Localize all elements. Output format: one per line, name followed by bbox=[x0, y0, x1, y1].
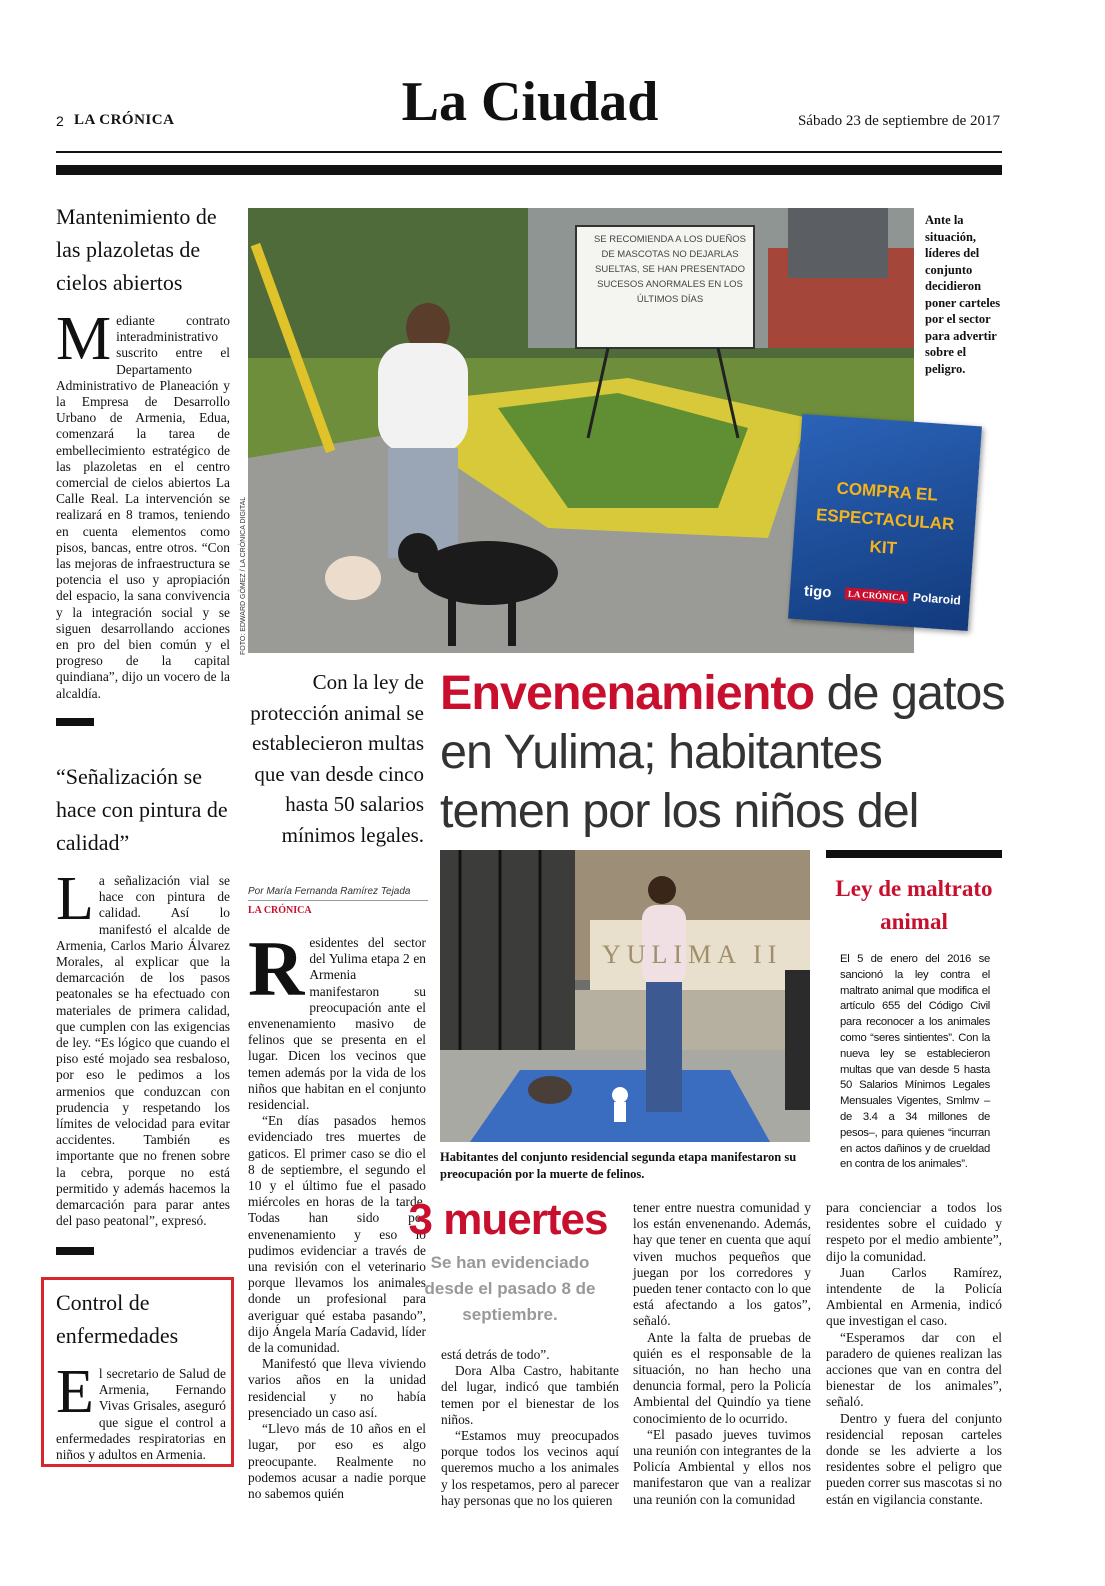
byline-author: Por María Fernanda Ramírez Tejada bbox=[248, 886, 411, 897]
drop-cap: R bbox=[248, 925, 305, 1012]
byline-rule bbox=[248, 900, 428, 901]
article-paragraph: Ante la falta de pruebas de quién es el responsable de la situación, no han hecho una denuncia formal, pero la Policía Ambiental del Quindío ya tiene conocimiento de lo ocurrido. bbox=[633, 1329, 811, 1426]
second-photo bbox=[440, 850, 810, 1142]
article-paragraph: esidentes del sector del Yulima etapa 2 en Armenia manifestaron su preocupación ante el envenenamiento masivo de felinos que se presenta en el lugar. Dicen los vecinos que temen además por la vida de los niños que habitan en el conjunto residencial. bbox=[248, 935, 426, 1113]
article-paragraph: está detrás de todo”. bbox=[441, 1347, 550, 1362]
article-paragraph: “Llevo más de 10 años en el lugar, por eso es algo preocupante. Realmente no podemos acusar a nadie porque no sabemos quién bbox=[248, 1421, 426, 1501]
article-column-2 bbox=[441, 1347, 619, 1509]
article-paragraph: tener entre nuestra comunidad y los están envenenando. Además, hay que tener en cuenta que aquí viven muchos pequeños que juegan por los corredores y pueden tener contacto con lo que está afectando a los gatos”, señaló. bbox=[633, 1200, 811, 1329]
pullquote-text: Se han evidenciado desde el pasado 8 de septiembre. bbox=[424, 1253, 596, 1324]
law-box-rule bbox=[826, 850, 1002, 858]
article-paragraph: Dentro y fuera del conjunto residencial reposan carteles donde se les advierte a los residentes sobre el peligro que pueden correr sus mascotas si no están en vigilancia constante. bbox=[826, 1410, 1002, 1507]
law-box-title: Ley de maltrato animal bbox=[835, 876, 993, 934]
sidebar-article-signage bbox=[56, 760, 230, 1229]
article-body: ediante contrato interadministrativo suscrito entre el Departamento Administrativo de Planeación y la Empresa de Desarrollo Urbano de Armenia, Edua, comenzará la tarea de embellecimiento estratégico de las plazoletas en el centro comercial de cielos abiertos La Calle Real. La intervención se realizará en 8 tramos, teniendo en cuenta elementos como pisos, bancas, entre otros. “Con las mejoras de infraestructura se potencia el uso y apropiación del espacio, la sana convivencia y la integración social y se siguen desarrollando acciones en pro del bien común y el progreso de la capital quindiana”, dijo un vocero de la alcaldía. bbox=[56, 313, 230, 701]
sidebar-article-maintenance bbox=[56, 200, 230, 702]
article-paragraph: para concienciar a todos los residentes sobre el cuidado y respeto por el medio ambiente”, dijo la comunidad. bbox=[826, 1200, 1002, 1264]
sidebar-divider bbox=[56, 718, 94, 726]
article-paragraph: “Esperamos dar con el paradero de quienes realizan las acciones que van en contra del bienestar de los animales”, señaló. bbox=[826, 1329, 1002, 1410]
article-body: a señalización vial se hace con pintura de calidad. Así lo manifestó el alcalde de Armenia, Carlos Mario Álvarez Morales, al explicar que la demarcación de los pasos peatonales se ha efectuado con materiales de primera calidad, que cumplen con las exigencias de ley. “Es lógico que cuando el piso esté mojado sea resbaloso, por eso le pedimos a los armenios que conduzcan con prudencia y respetando los límites de velocidad para evitar accidentes. También es importante que no frenen sobre la cebra, porque no está permitido y además hacemos la demarcación para parar antes del paso peatonal”, expresó. bbox=[56, 873, 230, 1229]
article-column-4 bbox=[826, 1200, 1002, 1508]
second-photo-caption: Habitantes del conjunto residencial segunda etapa manifestaron su preocupación por la muerte de felinos. bbox=[440, 1150, 797, 1181]
sidebar-article-disease-control bbox=[56, 1286, 226, 1463]
issue-date: Sábado 23 de septiembre de 2017 bbox=[797, 113, 1000, 129]
article-paragraph: “Estamos muy preocupados porque todos los vecinos aquí queremos mucho a los animales y los respetamos, pero al parecer hay personas que no los quieren bbox=[441, 1428, 619, 1508]
photo-credit: FOTO: EDWARD GÓMEZ / LA CRÓNICA DIGITAL bbox=[240, 496, 247, 655]
article-paragraph: Manifestó que lleva viviendo varios años en la unidad residencial y no había presenciado un caso así. bbox=[248, 1356, 426, 1420]
headline-highlight: Envenenamiento bbox=[440, 666, 815, 720]
article-body: l secretario de Salud de Armenia, Fernando Vivas Grisales, aseguró que sigue el control a enfermedades respiratorias en niños y adultos en Armenia. bbox=[56, 1366, 226, 1463]
article-paragraph: Juan Carlos Ramírez, intendente de la Policía Ambiental en Armenia, indicó que investigan el caso. bbox=[826, 1264, 1002, 1329]
article-paragraph: Dora Alba Castro, habitante del lugar, indicó que también temen por el bienestar de los niños. bbox=[441, 1363, 619, 1427]
top-photo-caption: Ante la situación, líderes del conjunto decidieron poner carteles por el sector para advertir sobre el peligro. bbox=[925, 213, 1001, 376]
article-title: Control de enfermedades bbox=[56, 1290, 179, 1348]
article-paragraph: “En días pasados hemos evidenciado tres muertes de gaticos. El primer caso se dio el 8 de septiembre, el segundo el 10 y el último fue el pasado miércoles en horas de la tarde. Todas han sido por envenenamiento y eso lo pudimos evidenciar a través de una revisión con el veterinario porque llevamos los animales donde un profesional para averiguar qué estaba pasando”, dijo Ángela María Cadavid, líder de la comunidad. bbox=[248, 1113, 426, 1356]
article-title: “Señalización se hace con pintura de calidad” bbox=[56, 764, 228, 855]
header-rule-thick bbox=[56, 165, 1002, 175]
drop-cap: M bbox=[56, 305, 112, 373]
article-column-3 bbox=[633, 1200, 811, 1508]
article-paragraph: “El pasado jueves tuvimos una reunión con integrantes de la Policía Ambiental y ellos nos manifestaron que van a realizar una reunión con la comunidad bbox=[633, 1426, 811, 1507]
page-number: 2 bbox=[56, 113, 64, 129]
drop-cap: L bbox=[56, 865, 94, 933]
header-rule-thin bbox=[56, 151, 1002, 153]
ad-headline: COMPRA EL ESPECTACULAR KIT bbox=[815, 478, 955, 558]
promo-ad[interactable] bbox=[788, 414, 982, 631]
photo-sign-text: SE RECOMIENDA A LOS DUEÑOS DE MASCOTAS NO DEJARLAS SUELTAS, SE HAN PRESENTADO SUCESOS ANORMALES EN LOS ÚLTIMOS DÍAS bbox=[593, 234, 747, 305]
ad-brand-tigo: tigo bbox=[803, 582, 833, 602]
headline-text: de gatos en Yulima; habitantes temen por los niños del bbox=[440, 666, 1005, 838]
drop-cap: E bbox=[56, 1358, 94, 1426]
pullquote-number: 3 muertes bbox=[408, 1195, 608, 1244]
photo-sign-text: YULIMA II bbox=[602, 940, 783, 969]
ad-brand-lacronica: LA CRÓNICA bbox=[845, 587, 909, 603]
byline-publication: LA CRÓNICA bbox=[248, 905, 312, 916]
sidebar-divider bbox=[56, 1247, 94, 1255]
law-box-text: El 5 de enero del 2016 se sancionó la ley contra el maltrato animal que modifica el artículo 655 del Código Civil para reconocer a los animales como “seres sintientes”. Con la nueva ley se establecieron multas que van desde 5 hasta 50 Salarios Mínimos Legales Mensuales Vigentes, Smlmv –de 3.4 a 34 millones de pesos–, para quienes “incurran en actos dañinos y de crueldad en contra de los animales”. bbox=[840, 953, 990, 1171]
article-kicker: Con la ley de protección animal se establecieron multas que van desde cinco hasta 50 salarios mínimos legales. bbox=[250, 670, 424, 847]
article-title: Mantenimiento de las plazoletas de cielos abiertos bbox=[56, 204, 217, 295]
section-title: La Ciudad bbox=[401, 71, 659, 133]
publication-name: LA CRÓNICA bbox=[74, 112, 175, 128]
ad-brand-polaroid: Polaroid bbox=[912, 590, 962, 608]
